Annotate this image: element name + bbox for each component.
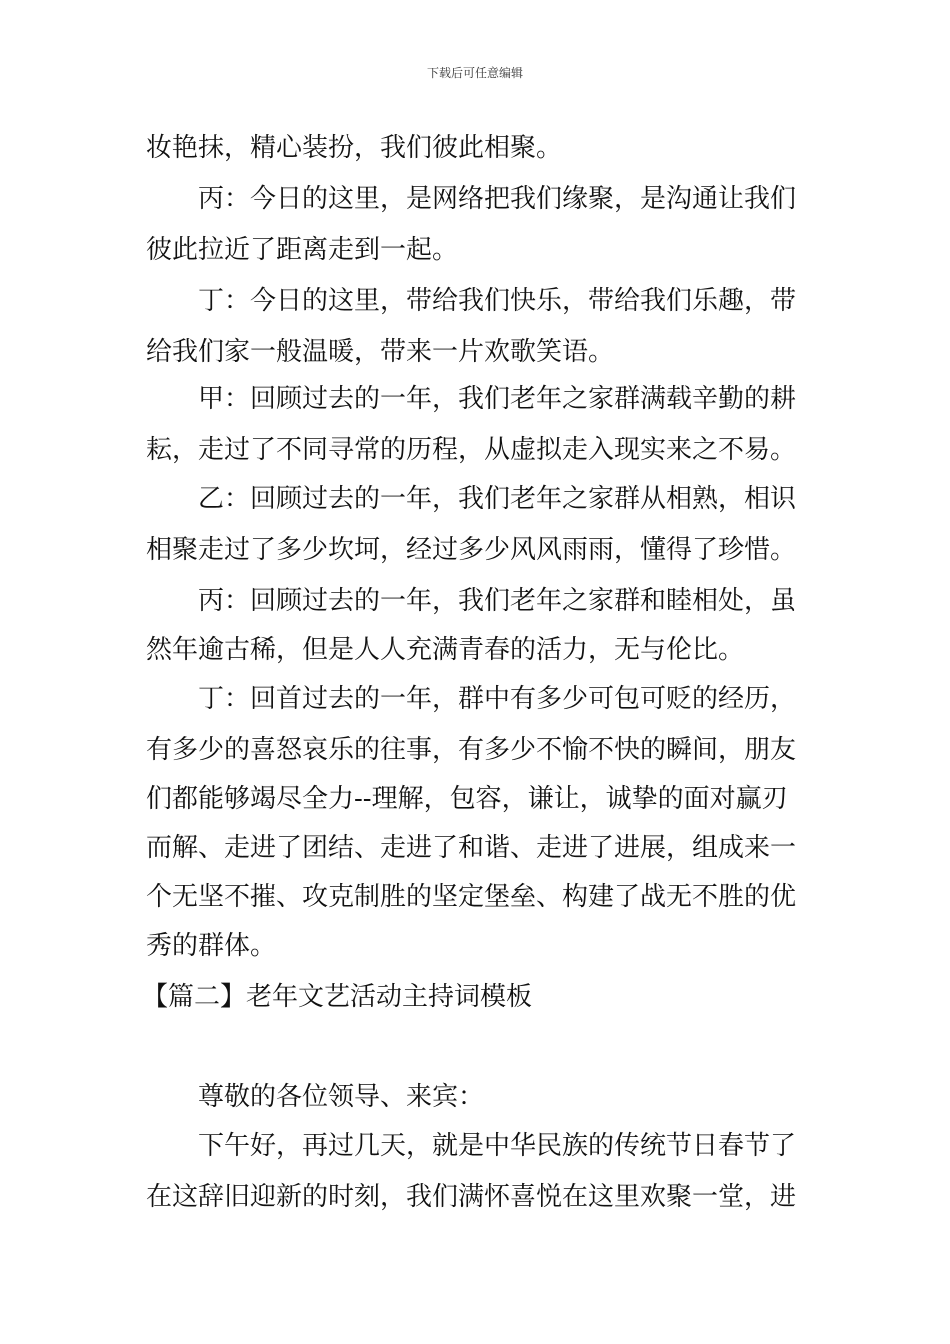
text-line: 乙：回顾过去的一年，我们老年之家群从相熟，相识 [198, 484, 797, 514]
section-heading: 【篇二】老年文艺活动主持词模板 [142, 982, 533, 1012]
text-line: 们都能够竭尽全力--理解，包容，谦让，诚挚的面对赢刃 [146, 784, 788, 814]
text-line: 耘，走过了不同寻常的历程，从虚拟走入现实来之不易。 [146, 435, 797, 465]
text-line: 丙：今日的这里，是网络把我们缘聚，是沟通让我们 [198, 184, 797, 214]
text-line: 丁：今日的这里，带给我们快乐，带给我们乐趣，带 [198, 286, 797, 316]
text-line: 个无坚不摧、攻克制胜的坚定堡垒、构建了战无不胜的优 [146, 882, 797, 912]
text-line: 秀的群体。 [146, 931, 277, 961]
text-line: 丙：回顾过去的一年，我们老年之家群和睦相处，虽 [198, 586, 797, 616]
text-line: 然年逾古稀，但是人人充满青春的活力，无与伦比。 [146, 635, 745, 665]
text-line: 相聚走过了多少坎坷，经过多少风风雨雨，懂得了珍惜。 [146, 535, 797, 565]
text-line: 在这辞旧迎新的时刻，我们满怀喜悦在这里欢聚一堂，进 [146, 1182, 797, 1212]
page-header: 下载后可任意编辑 [426, 66, 523, 80]
text-line: 给我们家一般温暖，带来一片欢歌笑语。 [146, 337, 615, 367]
text-line: 丁：回首过去的一年，群中有多少可包可贬的经历， [198, 684, 797, 714]
text-line: 尊敬的各位领导、来宾： [198, 1082, 485, 1112]
text-line: 而解、走进了团结、走进了和谐、走进了进展，组成来一 [146, 833, 797, 863]
text-line: 妆艳抹，精心装扮，我们彼此相聚。 [146, 133, 563, 163]
text-line: 彼此拉近了距离走到一起。 [146, 235, 459, 265]
text-line: 下午好，再过几天，就是中华民族的传统节日春节了 [198, 1131, 797, 1161]
text-line: 甲：回顾过去的一年，我们老年之家群满载辛勤的耕 [198, 384, 797, 414]
text-line: 有多少的喜怒哀乐的往事，有多少不愉不快的瞬间，朋友 [146, 735, 797, 765]
